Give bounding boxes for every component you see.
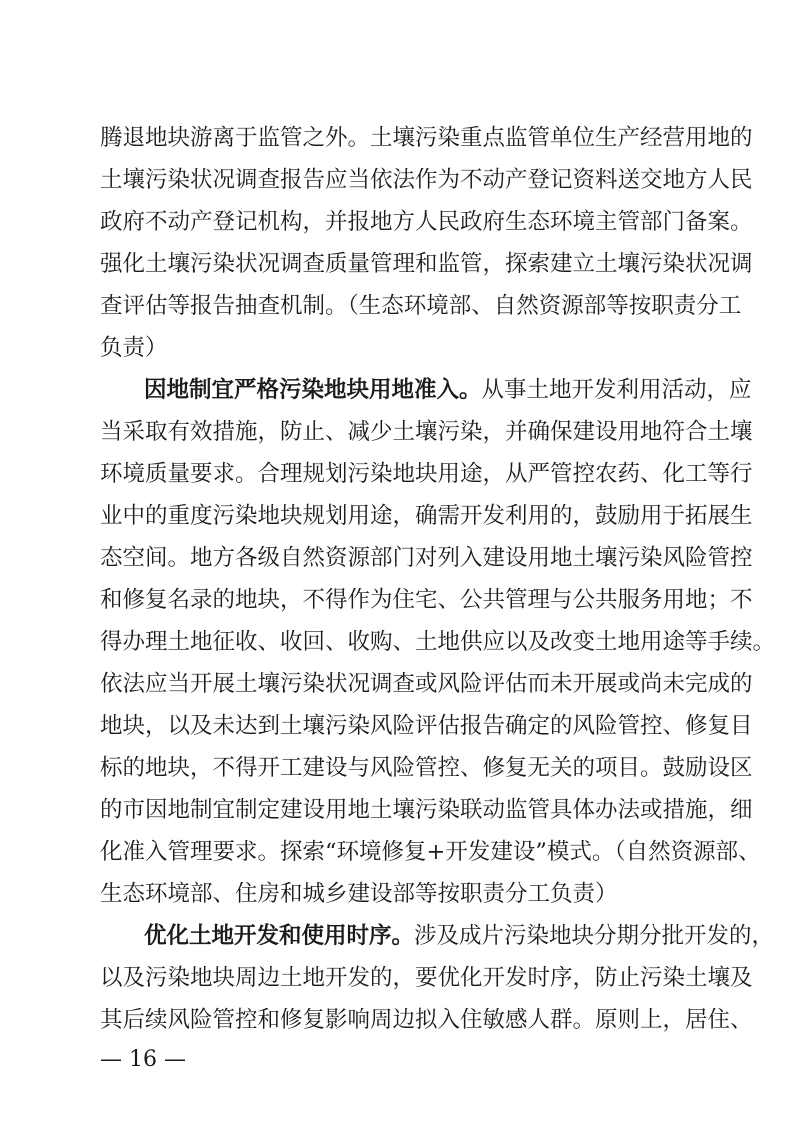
body-text-line: 生态环境部、住房和城乡建设部等按职责分工负责） [100, 881, 618, 907]
body-text-line: 得办理土地征收、收回、收购、土地供应以及改变土地用途等手续。 [100, 629, 776, 655]
body-text-line: 化准入管理要求。探索“环境修复+开发建设”模式。（自然资源部、 [100, 839, 761, 865]
paragraph-first-line [144, 370, 752, 410]
body-text-line: 当采取有效措施，防止、减少土壤污染，并确保建设用地符合土壤 [100, 419, 753, 445]
page-number: — 16 — [100, 1047, 186, 1072]
body-text-line: 负责） [100, 335, 168, 361]
body-text-line: 以及污染地块周边土地开发的，要优化开发时序，防止污染土壤及 [100, 965, 753, 991]
body-text-line: 态空间。地方各级自然资源部门对列入建设用地土壤污染风险管控 [100, 545, 753, 571]
body-text-line: 环境质量要求。合理规划污染地块用途，从严管控农药、化工等行 [100, 461, 753, 487]
paragraph-first-line [144, 916, 775, 956]
body-text-line: 地块，以及未达到土壤污染风险评估报告确定的风险管控、修复目 [100, 713, 753, 739]
body-text-line: 依法应当开展土壤污染状况调查或风险评估而未开展或尚未完成的 [100, 671, 753, 697]
body-text: 涉及成片污染地块分期分批开发的， [414, 923, 775, 949]
body-text-line: 其后续风险管控和修复影响周边拟入住敏感人群。原则上，居住、 [100, 1007, 753, 1033]
body-text-line: 强化土壤污染状况调查质量管理和监管，探索建立土壤污染状况调 [100, 251, 753, 277]
section-heading: 因地制宜严格污染地块用地准入。 [144, 377, 482, 403]
body-text-line: 的市因地制宜制定建设用地土壤污染联动监管具体办法或措施，细 [100, 797, 753, 823]
body-text: 从事土地开发利用活动，应 [481, 377, 752, 403]
body-text-line: 标的地块，不得开工建设与风险管控、修复无关的项目。鼓励设区 [100, 755, 753, 781]
body-text-line: 政府不动产登记机构，并报地方人民政府生态环境主管部门备案。 [100, 209, 753, 235]
body-text-line: 土壤污染状况调查报告应当依法作为不动产登记资料送交地方人民 [100, 167, 753, 193]
body-text-line: 业中的重度污染地块规划用途，确需开发利用的，鼓励用于拓展生 [100, 503, 753, 529]
body-text-line: 查评估等报告抽查机制。（生态环境部、自然资源部等按职责分工 [100, 293, 742, 319]
body-text-line: 和修复名录的地块，不得作为住宅、公共管理与公共服务用地；不 [100, 587, 753, 613]
section-heading: 优化土地开发和使用时序。 [144, 923, 415, 949]
body-text-line: 腾退地块游离于监管之外。土壤污染重点监管单位生产经营用地的 [100, 125, 753, 151]
